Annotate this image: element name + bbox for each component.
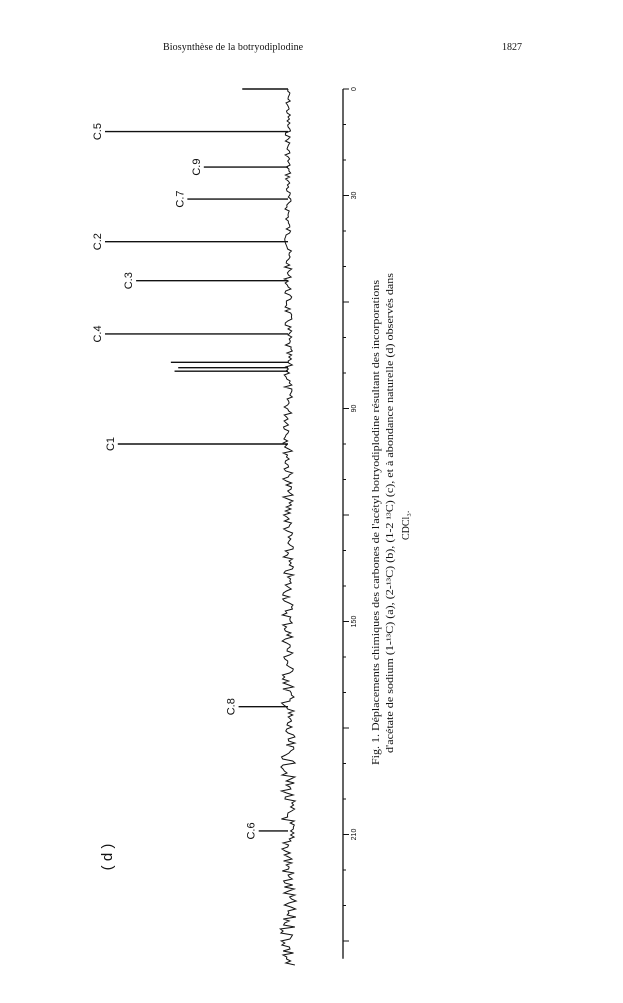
caption-line-2: d'acétate de sodium (1-¹³C) (a), (2-¹³C) (b), (1-2 ¹³C) (c), et à abondance naturelle (d) observés dans — [385, 355, 396, 753]
caption-line-3: CDCl₃. — [401, 510, 412, 540]
axis-tick-label: 210 — [351, 828, 358, 841]
peak-label: C.8 — [225, 698, 238, 716]
caption-line-1: Fig. 1. Déplacements chimiques des carbones de l'acétyl botryodiplodine résultant des incorporations — [371, 360, 382, 765]
peak-label: C1 — [104, 436, 117, 452]
figure-caption — [371, 273, 412, 765]
axis-tick-label: 0 — [351, 87, 358, 91]
ppm-axis — [343, 87, 358, 959]
baseline-noise — [280, 89, 296, 965]
peak-label: C.6 — [245, 822, 258, 840]
peak-label: C.2 — [92, 233, 104, 251]
peak-group — [105, 132, 288, 831]
axis-tick-label: 90 — [351, 404, 358, 413]
running-title: Biosynthèse de la botryodiplodine — [163, 42, 304, 53]
page-number: 1827 — [502, 42, 522, 53]
peak-labels — [92, 123, 258, 839]
panel-label: ( d ) — [99, 843, 116, 871]
peak-label: C.5 — [92, 123, 104, 141]
peak-label: C.4 — [92, 325, 104, 343]
peak-label: C.9 — [190, 158, 203, 176]
axis-tick-label: 150 — [351, 615, 358, 628]
peak-label: C.7 — [174, 190, 187, 208]
peak-label: C.3 — [123, 272, 136, 290]
axis-tick-label: 30 — [351, 191, 358, 200]
